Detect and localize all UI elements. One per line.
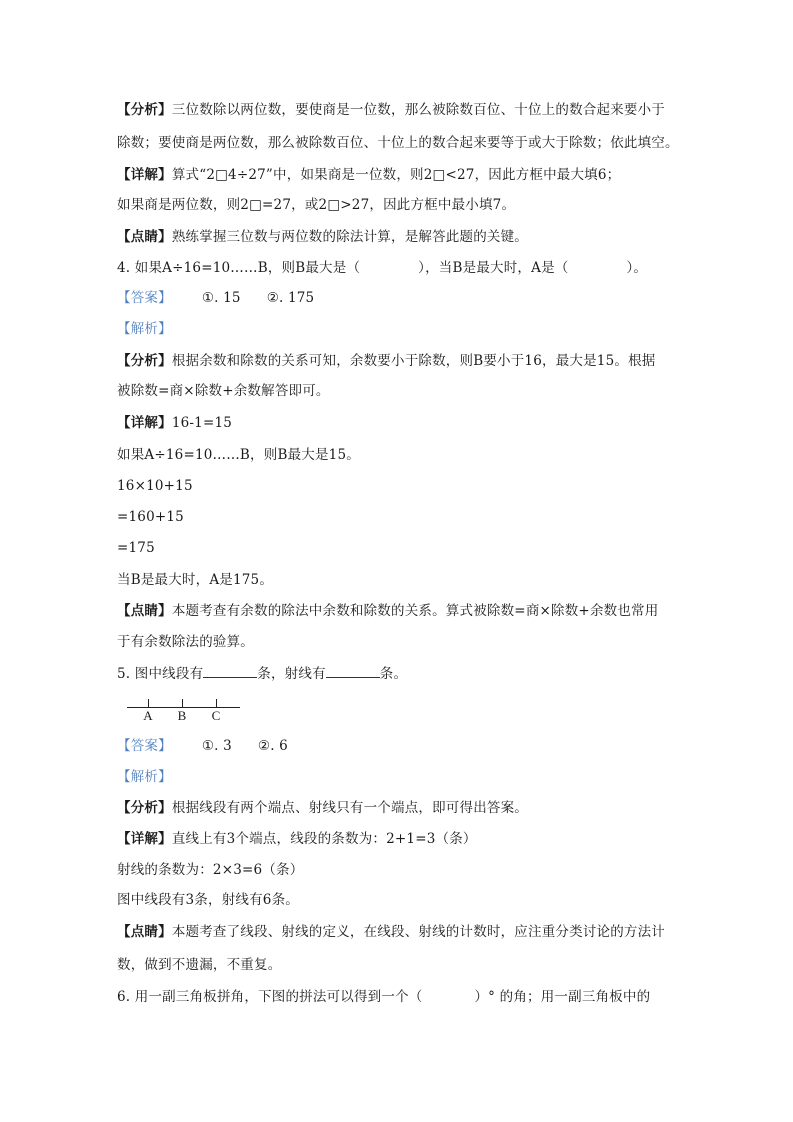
q5-analysis-line [117,799,528,817]
q5-blank-2 [326,665,380,678]
q5-answer-1: ①. 3 [201,738,232,754]
q4-answer-2: ②. 175 [266,290,315,306]
q3-detail-text: 算式“2□4÷27”中，如果商是一位数，则2□<27，因此方框中最大填6； [171,167,621,183]
q5-step-1 [117,891,299,909]
detail-label: 【详解】 [117,167,172,183]
comment-label: 【点睛】 [117,229,172,245]
q6-stem-part-a: 6. 用一副三角板拼角，下图的拼法可以得到一个（ [117,989,423,1005]
point-label-a: A [143,708,153,723]
q4-step-0 [117,446,360,464]
answer-label: 【答案】 [117,290,172,306]
q5-comment-line-2 [117,956,281,974]
q5-detail-text: 直线上有3个端点，线段的条数为：2+1=3（条） [171,831,477,847]
q3-analysis-line-2 [117,134,679,152]
q4-detail-line-1 [117,414,232,432]
q5-blank-1 [203,665,257,678]
q5-answer-2: ②. 6 [257,738,288,754]
q3-comment-text: 熟练掌握三位数与两位数的除法计算，是解答此题的关键。 [171,229,529,245]
point-label-c: C [211,708,221,723]
q4-step-4 [117,571,273,589]
q4-step-3 [117,539,155,557]
answer-label: 【答案】 [117,738,172,754]
q4-analysis-text-2: 被除数=商×除数+余数解答即可。 [117,383,330,399]
q6-stem [117,988,650,1006]
analysis-label: 【分析】 [117,102,172,118]
q3-detail-text-2: 如果商是两位数，则2□=27，或2□>27，因此方框中最小填7。 [117,197,516,213]
q4-step-2 [117,508,184,526]
q3-detail-line-1 [117,166,620,184]
q5-stem-part-a: 5. 图中线段有 [117,666,204,682]
q5-step-text: 射线的条数为：2×3=6（条） [117,862,304,878]
q4-stem-part-b: ），当B是最大时，A是（ [418,260,569,276]
q4-comment-line-1 [117,602,658,620]
q4-step-text: =160+15 [117,509,184,525]
q4-stem-part-a: 4. 如果A÷16=10……B，则B最大是（ [117,260,361,276]
point-label-b: B [177,708,187,723]
q5-detail-line-1 [117,830,477,848]
q4-step-1 [117,477,193,495]
q4-comment-text: 本题考查有余数的除法中余数和除数的关系。算式被除数=商×除数+余数也常用 [171,603,659,619]
q4-stem-part-c: ）。 [626,260,648,276]
explain-label: 【解析】 [117,321,172,337]
q4-answer-1: ①. 15 [201,290,241,306]
q5-step-0 [117,861,303,879]
line-figure [127,696,257,726]
detail-label: 【详解】 [117,831,172,847]
q4-step-text: =175 [117,540,155,556]
q4-step-text: 当B是最大时，A是175。 [117,572,274,588]
q3-analysis-line-1 [117,101,665,119]
q4-comment-line-2 [117,633,254,651]
q5-explain-label-line [117,768,172,786]
q5-comment-text: 本题考查了线段、射线的定义，在线段、射线的计数时，应注重分类讨论的方法计 [171,924,666,940]
q3-analysis-text-2: 除数；要使商是两位数，那么被除数百位、十位上的数合起来要等于或大于除数；依此填空。 [117,135,679,151]
q4-explain-label-line [117,320,172,338]
q5-stem [117,665,407,683]
tick-b [182,699,183,707]
q5-stem-part-c: 条。 [379,666,408,682]
detail-label: 【详解】 [117,415,172,431]
q4-analysis-line-1 [117,352,656,370]
q3-detail-line-2 [117,196,515,214]
comment-label: 【点睛】 [117,924,172,940]
q5-comment-line-1 [117,923,665,941]
q4-answer-line [117,289,314,307]
q4-analysis-line-2 [117,382,330,400]
q4-analysis-text: 根据余数和除数的关系可知，余数要小于除数，则B要小于16，最大是15。根据 [171,353,656,369]
q6-stem-part-b: ）° 的角；用一副三角板中的 [474,989,651,1005]
q4-detail-text: 16-1=15 [171,415,233,431]
analysis-label: 【分析】 [117,800,172,816]
q4-stem [117,259,647,277]
q4-step-text: 16×10+15 [117,478,193,494]
comment-label: 【点睛】 [117,603,172,619]
tick-a [148,699,149,707]
q5-answer-line [117,737,288,755]
q5-comment-text-2: 数，做到不遗漏，不重复。 [117,957,282,973]
q3-analysis-text: 三位数除以两位数，要使商是一位数，那么被除数百位、十位上的数合起来要小于 [171,102,666,118]
q5-stem-part-b: 条，射线有 [257,666,326,682]
q5-analysis-text: 根据线段有两个端点、射线只有一个端点，即可得出答案。 [171,800,529,816]
tick-c [216,699,217,707]
q4-comment-text-2: 于有余数除法的验算。 [117,634,254,650]
explain-label: 【解析】 [117,769,172,785]
q3-comment-line [117,228,528,246]
q5-step-text: 图中线段有3条，射线有6条。 [117,892,299,908]
q4-step-text: 如果A÷16=10……B，则B最大是15。 [117,447,360,463]
analysis-label: 【分析】 [117,353,172,369]
